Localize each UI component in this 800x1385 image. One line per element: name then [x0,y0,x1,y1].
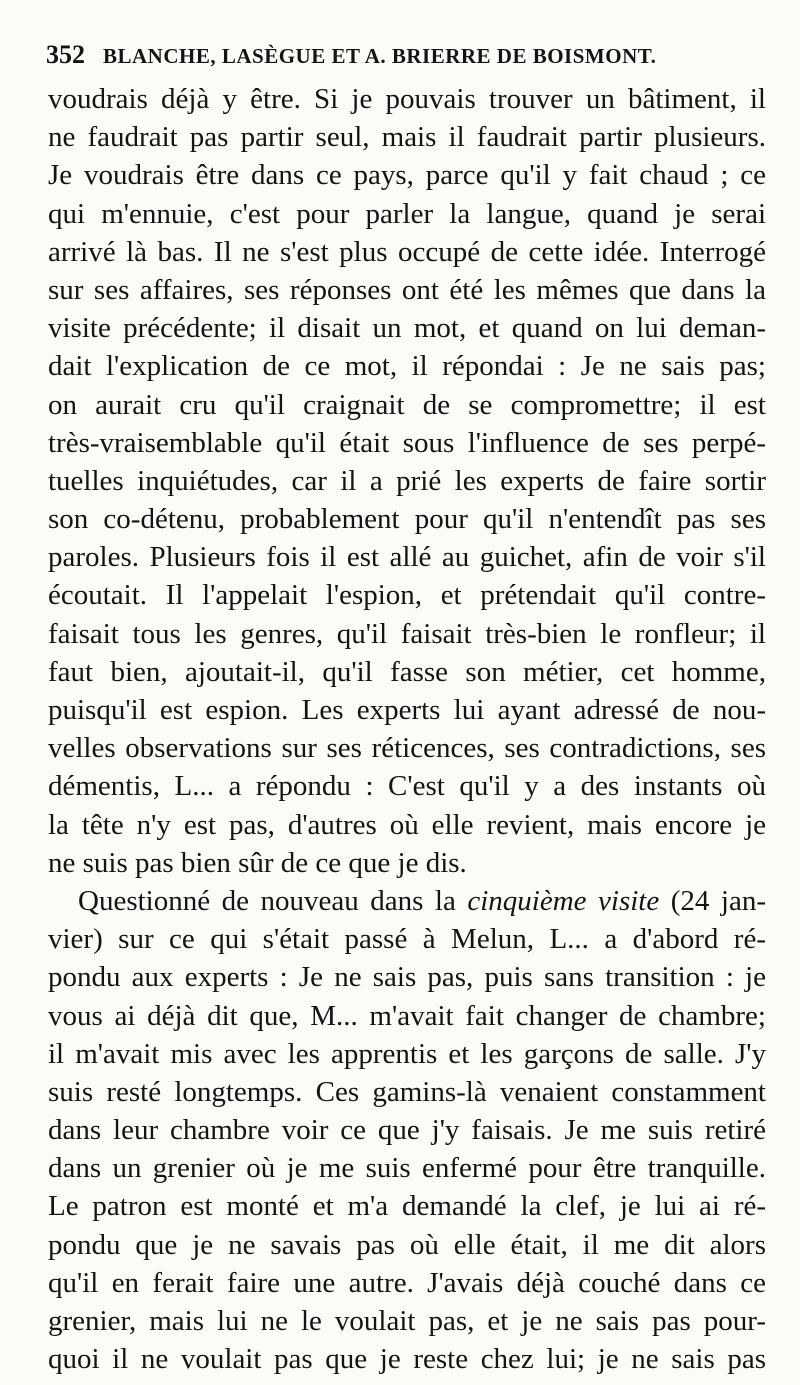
page-number: 352 [46,40,85,69]
text-line: vous ai déjà dit que, M... m'avait fait changer de chambre; [48,999,766,1032]
text-line: écoutait. Il l'appelait l'espion, et prétendait qu'il contre- [48,579,766,612]
text-line: quoi il ne voulait pas que je reste chez lui; je ne sais pas [48,1343,766,1376]
text-line: ne faudrait pas partir seul, mais il faudrait partir plusieurs. [48,121,766,154]
text-line: velles observations sur ses réticences, ses contradictions, ses [48,732,766,765]
text-line: il m'avait mis avec les apprentis et les garçons de salle. J'y [48,1037,766,1070]
text-line: la tête n'y est pas, d'autres où elle revient, mais encore je [48,808,766,841]
text-line: qui m'ennuie, c'est pour parler la langue, quand je serai [48,197,766,230]
text-line: démentis, L... a répondu : C'est qu'il y a des instants où [48,770,766,803]
text-line: on aurait cru qu'il craignait de se compromettre; il est [48,388,766,421]
text-line: grenier, mais lui ne le voulait pas, et je ne sais pas pour- [48,1305,766,1337]
text-line: vier) sur ce qui s'était passé à Melun, L... a d'abord ré- [48,923,766,956]
text-line: faut bien, ajoutait-il, qu'il fasse son métier, cet homme, [48,655,766,688]
text-run: (24 jan- [659,884,766,917]
text-line: ne suis pas bien sûr de ce que je dis. [48,846,467,879]
text-line-first [48,882,768,920]
paragraph-2 [48,882,768,1378]
paragraph-1 [48,80,768,882]
running-title: BLANCHE, LASÈGUE ET A. BRIERRE DE BOISMONT. [103,44,657,68]
text-line: dans un grenier où je me suis enfermé pour être tranquille. [48,1152,766,1185]
text-line: Je voudrais être dans ce pays, parce qu'il y fait chaud ; ce [48,159,766,192]
text-line: dans leur chambre voir ce que j'y faisais. Je me suis retiré [48,1114,766,1147]
text-line: pondu que je ne savais pas où elle était, il me dit alors [48,1228,766,1261]
text-line: Le patron est monté et m'a demandé la clef, je lui ai ré- [48,1190,766,1223]
text-line: faisait tous les genres, qu'il faisait très-bien le ronfleur; il [48,617,766,650]
running-head [46,40,706,70]
text-line: puisqu'il est espion. Les experts lui ayant adressé de nou- [48,694,766,726]
text-line: tuelles inquiétudes, car il a prié les experts de faire sortir [48,464,766,497]
text-line: suis resté longtemps. Ces gamins-là venaient constamment [48,1075,766,1108]
text-line: dait l'explication de ce mot, il répondai : Je ne sais pas; [48,350,766,383]
body-text [48,80,768,1378]
text-line: arrivé là bas. Il ne s'est plus occupé de cette idée. Interrogé [48,235,766,268]
text-line: pondu aux experts : Je ne sais pas, puis sans transition : je [48,961,766,994]
text-line: sur ses affaires, ses réponses ont été les mêmes que dans la [48,273,766,306]
text-line: qu'il en ferait faire une autre. J'avais déjà couché dans ce [48,1266,766,1299]
text-run: Questionné de nouveau dans la [78,884,468,917]
text-line: paroles. Plusieurs fois il est allé au guichet, afin de voir s'il [48,541,766,574]
text-line: son co-détenu, probablement pour qu'il n'entendît pas ses [48,503,766,536]
text-line: visite précédente; il disait un mot, et quand on lui deman- [48,312,766,345]
italic-phrase: cinquième visite [467,884,660,917]
text-line: très-vraisemblable qu'il était sous l'influence de ses perpé- [48,426,766,459]
text-line: voudrais déjà y être. Si je pouvais trouver un bâtiment, il [48,83,766,115]
